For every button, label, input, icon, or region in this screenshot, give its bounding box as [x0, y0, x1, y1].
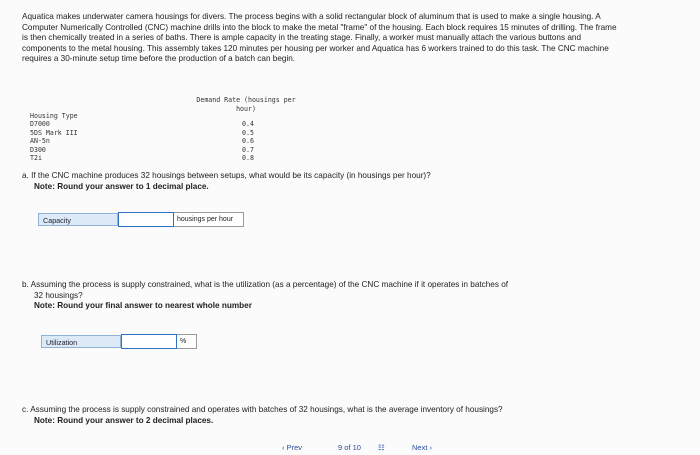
demand-rate-cell: 0.7	[242, 145, 254, 154]
table-row	[30, 129, 260, 138]
grid-icon[interactable]: ☷	[378, 443, 385, 452]
capacity-label: Capacity	[38, 213, 118, 226]
question-c-text: c. Assuming the process is supply constrained and operates with batches of 32 housings, what is the average inventory of housings?	[22, 405, 503, 414]
page-indicator: 9 of 10	[338, 443, 361, 452]
table-row	[30, 154, 260, 163]
housing-type-cell: D7000	[30, 120, 50, 128]
next-button[interactable]: Next ›	[412, 443, 433, 452]
housing-type-header: Housing Type	[30, 112, 78, 120]
question-a	[22, 171, 582, 192]
question-b-note: Note: Round your final answer to nearest whole number	[34, 301, 252, 311]
prev-button[interactable]: ‹ Prev	[282, 443, 303, 452]
question-c	[22, 405, 622, 426]
utilization-answer-row	[41, 333, 197, 349]
demand-rate-cell: 0.8	[242, 154, 254, 162]
demand-rate-cell: 0.4	[242, 120, 254, 128]
housing-type-cell: T2i	[30, 154, 42, 162]
table-row	[30, 120, 260, 129]
table-row	[30, 137, 260, 146]
demand-rate-header-line1: Demand Rate (housings per	[196, 96, 296, 104]
demand-rate-header-line2: hour)	[236, 104, 256, 113]
demand-rate-header	[182, 96, 310, 113]
housing-type-cell: D300	[30, 145, 46, 154]
question-b-text-line1: b. Assuming the process is supply constrained, what is the utilization (as a percentage) of the CNC machine if it operates in batches of	[22, 280, 509, 289]
utilization-input[interactable]	[121, 334, 177, 349]
question-c-note: Note: Round your answer to 2 decimal places.	[34, 415, 214, 425]
question-b	[22, 280, 622, 312]
utilization-label: Utilization	[41, 335, 121, 348]
page-navigation	[0, 441, 700, 455]
question-b-text-line2: 32 housings?	[34, 290, 83, 300]
capacity-input[interactable]	[118, 212, 174, 227]
housing-type-cell: AN-5n	[30, 137, 50, 145]
capacity-answer-row	[38, 211, 244, 227]
utilization-unit: %	[177, 334, 197, 349]
problem-intro: Aquatica makes underwater camera housings for divers. The process begins with a solid rectangular block of aluminum that is used to make a single housing. A Computer Numerically Controlled (CNC) machine drills into the block to make the metal "frame" of the housing. Each block requires 15 minutes of drilling. The frame is then chemically treated in a series of baths. There is ample capacity in the treating stage. Finally, a worker must manually attach the various buttons and components to the metal housing. This assembly takes 120 minutes per housing per worker and Aquatica has 6 workers trained to do this task. The CNC machine requires a 30-minute setup time before the production of a batch can begin.	[22, 12, 617, 64]
capacity-unit: housings per hour	[174, 212, 244, 227]
demand-rate-cell: 0.6	[242, 137, 254, 145]
question-a-text: a. If the CNC machine produces 32 housings between setups, what would be its capacity (in housings per hour)?	[22, 171, 431, 180]
table-row	[30, 146, 260, 155]
housing-type-cell: 5DS Mark III	[30, 128, 78, 137]
question-a-note: Note: Round your answer to 1 decimal place.	[34, 181, 209, 191]
demand-rate-cell: 0.5	[242, 128, 254, 137]
